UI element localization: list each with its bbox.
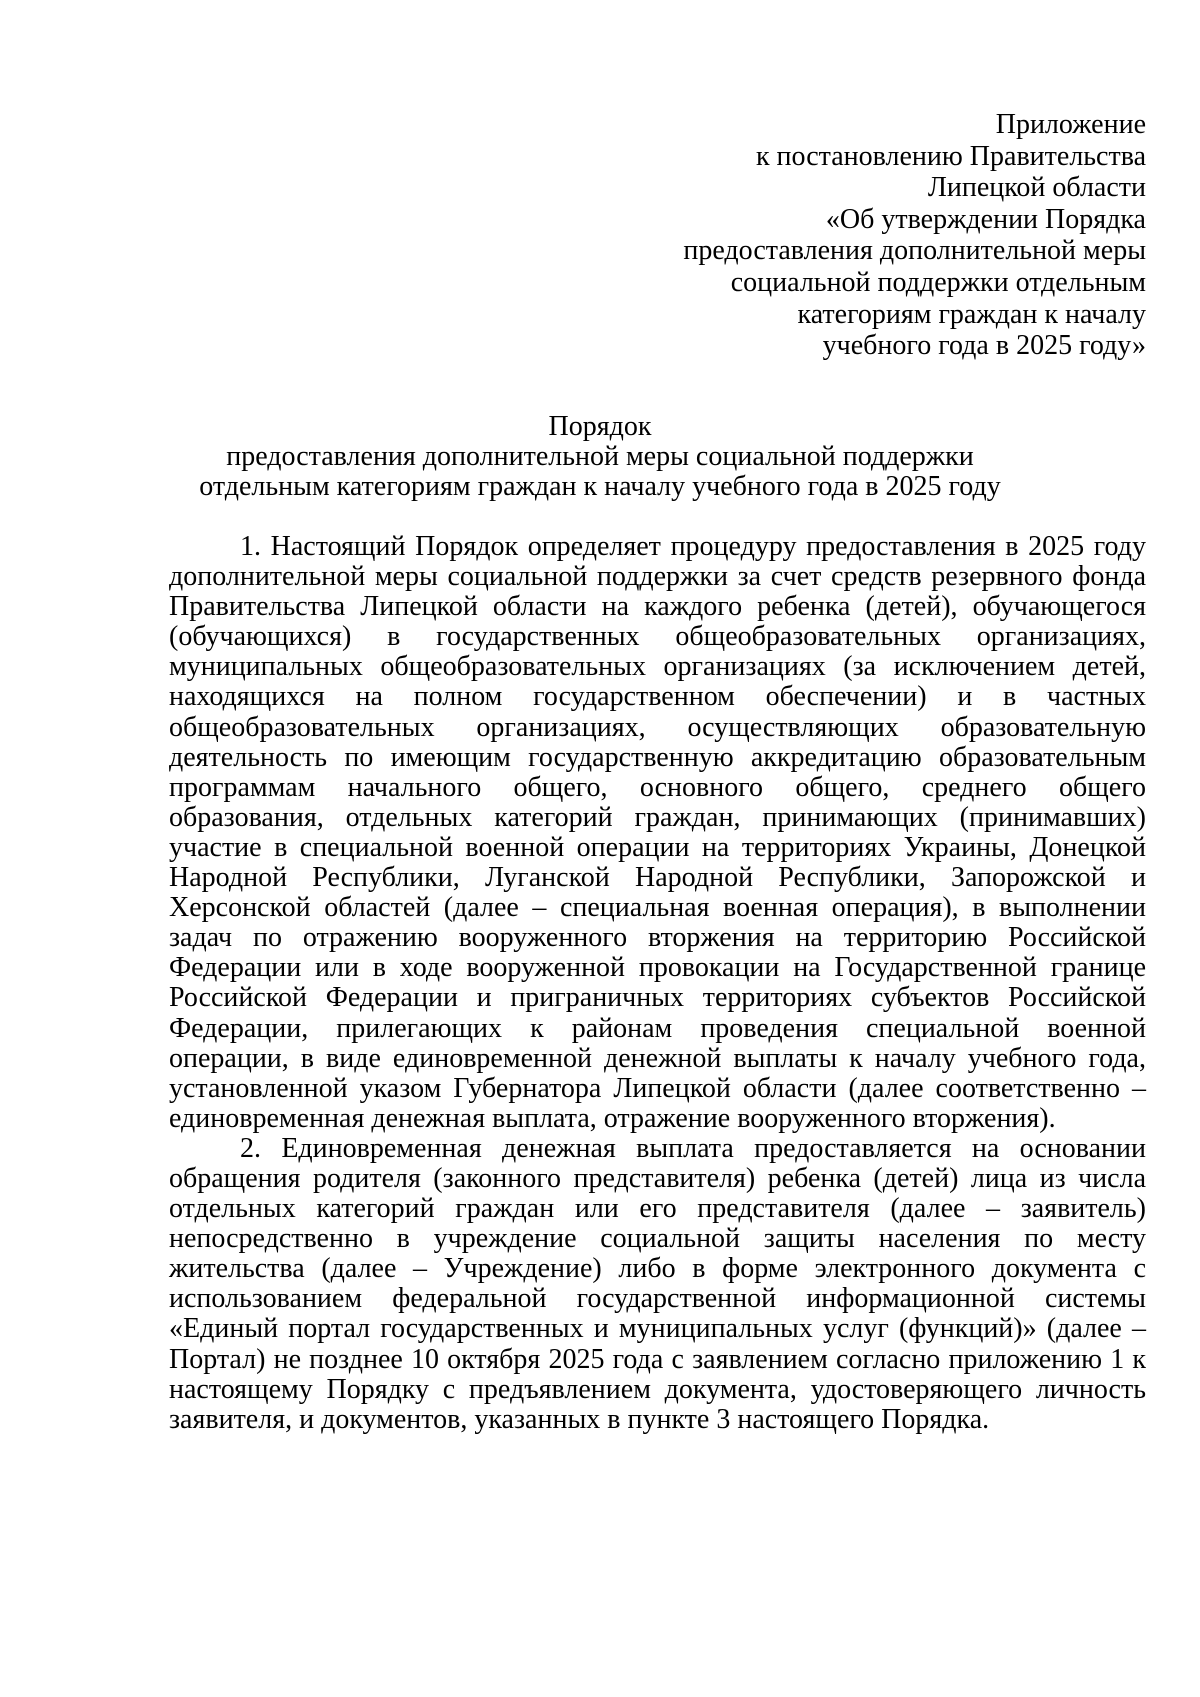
appendix-line: учебного года в 2025 году» bbox=[822, 330, 1146, 362]
paragraph-2: 2. Единовременная денежная выплата предоставляется на основании обращения родителя (законного представителя) ребенка (детей) лица из числа отдельных категорий граждан или его представителя (далее – заявитель) непосредственно в учреждение социальной защиты населения по месту жительства (далее – Учреждение) либо в форме электронного документа с использованием федеральной государственной информационной системы «Единый портал государственных и муниципальных услуг (функций)» (далее – Портал) не позднее 10 октября 2025 года с заявлением согласно приложению 1 к настоящему Порядку с предъявлением документа, удостоверяющего личность заявителя, и документов, указанных в пункте 3 настоящего Порядка. bbox=[169, 1132, 1146, 1435]
appendix-line: предоставления дополнительной меры bbox=[683, 235, 1146, 267]
appendix-header bbox=[546, 109, 1146, 362]
document-subtitle-line: предоставления дополнительной меры социальной поддержки bbox=[226, 441, 974, 472]
document-title: Порядок bbox=[548, 411, 652, 442]
appendix-line: Приложение bbox=[995, 109, 1146, 140]
appendix-line: к постановлению Правительства bbox=[755, 140, 1146, 172]
appendix-line: Липецкой области bbox=[927, 172, 1146, 204]
document-subtitle-line: отдельным категориям граждан к началу учебного года в 2025 году bbox=[199, 471, 1001, 502]
appendix-line: социальной поддержки отдельным bbox=[730, 266, 1146, 298]
document-heading bbox=[0, 412, 1200, 502]
appendix-line: «Об утверждении Порядка bbox=[825, 203, 1146, 235]
appendix-line: категориям граждан к началу bbox=[797, 298, 1146, 330]
document-body bbox=[169, 532, 1146, 1435]
paragraph-1: 1. Настоящий Порядок определяет процедуру предоставления в 2025 году дополнительной меры социальной поддержки за счет средств резервного фонда Правительства Липецкой области на каждого ребенка (детей), обучающегося (обучающихся) в государственных общеобразовательных организациях, муниципальных общеобразовательных организациях (за исключением детей, находящихся на полном государственном обеспечении) и в частных общеобразовательных организациях, осуществляющих образовательную деятельность по имеющим государственную аккредитацию образовательным программам начального общего, основного общего, среднего общего образования, отдельных категорий граждан, принимающих (принимавших) участие в специальной военной операции на территориях Украины, Донецкой Народной Республики, Луганской Народной Республики, Запорожской и Херсонской областей (далее – специальная военная операция), в выполнении задач по отражению вооруженного вторжения на территорию Российской Федерации или в ходе вооруженной провокации на Государственной границе Российской Федерации и приграничных территориях субъектов Российской Федерации, прилегающих к районам проведения специальной военной операции, в виде единовременной денежной выплаты к началу учебного года, установленной указом Губернатора Липецкой области (далее соответственно – единовременная денежная выплата, отражение вооруженного вторжения). bbox=[169, 531, 1146, 1134]
